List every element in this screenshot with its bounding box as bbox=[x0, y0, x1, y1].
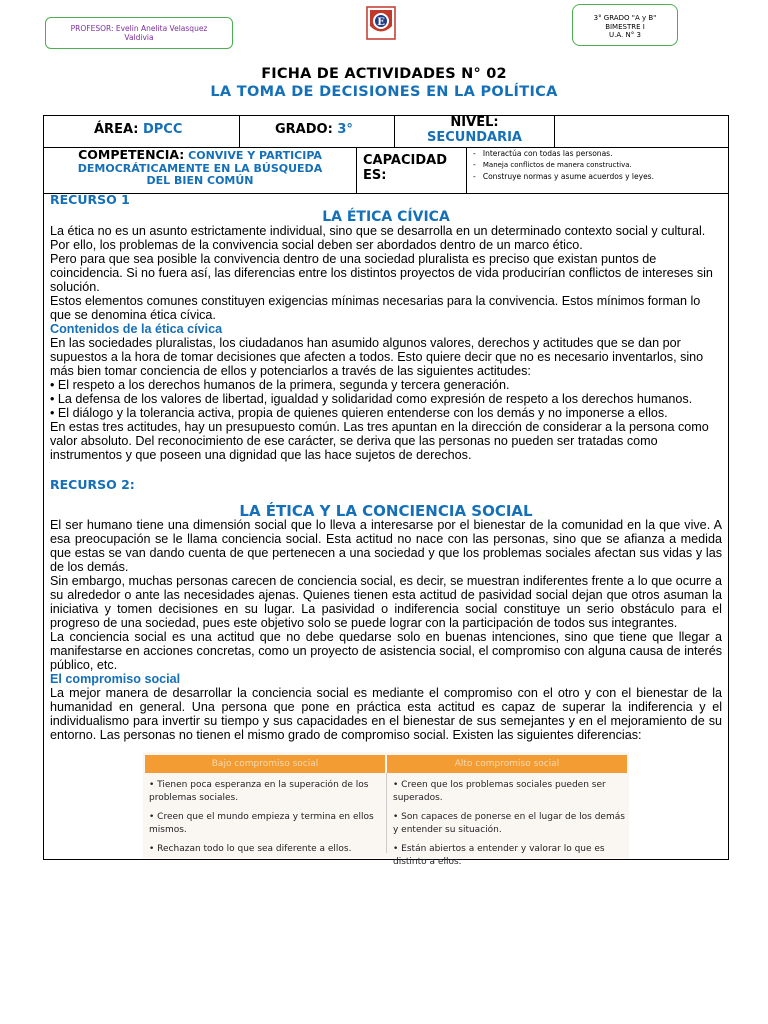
recurso2-paragraph: El ser humano tiene una dimensión social que lo lleva a interesarse por el bienestar de la comunidad en la que vive. A esa preocupación se le llama conciencia social. Esta actitud no nace con las personas, sino que se afianza a medida que estas se van dando cuenta de que pertenecen a una sociedad y que los problemas sociales afectan sus vidas y las de los demás. bbox=[50, 518, 722, 574]
grado-label: GRADO: bbox=[275, 122, 333, 137]
nivel-label: NIVEL: bbox=[450, 115, 499, 130]
recurso1-paragraph: Estos elementos comunes constituyen exigencias mínimas necesarias para la convivencia. Estos mínimos forman lo que se denomina ética cívica. bbox=[50, 294, 701, 322]
teacher-name-line2: Valdivia bbox=[124, 33, 154, 42]
high-commitment-header: Alto compromiso social bbox=[387, 755, 627, 773]
comparison-item: • Rechazan todo lo que sea diferente a ellos. bbox=[149, 844, 352, 854]
recurso1-label: RECURSO 1 bbox=[50, 192, 130, 207]
capacidades-label-2: ES: bbox=[363, 168, 387, 183]
capacidad-item: - Construye normas y asume acuerdos y leyes. bbox=[473, 172, 654, 181]
grado-cell bbox=[240, 116, 395, 147]
low-commitment-header: Bajo compromiso social bbox=[145, 755, 385, 773]
page-subtitle: LA TOMA DE DECISIONES EN LA POLÍTICA bbox=[210, 84, 558, 100]
recurso2-paragraph: La mejor manera de desarrollar la conciencia social es mediante el compromiso con el otro y con el bienestar de la humanidad en general. Una persona que pone en práctica esta actitud es capaz de superar la indiferencia y el individualismo para invertir su tiempo y sus capacidades en el bienestar de sus semejantes y en el mejoramiento de su entorno. Las personas no tienen el mismo grado de compromiso social. Existen las siguientes diferencias: bbox=[50, 686, 722, 742]
competencia-value-2: DEMOCRÁTICAMENTE EN LA BÚSQUEDA bbox=[77, 161, 323, 175]
unit-line: U.A. N° 3 bbox=[609, 31, 641, 39]
comparison-item: • Creen que el mundo empieza y termina en ellos mismos. bbox=[149, 812, 374, 835]
svg-text:E: E bbox=[377, 17, 385, 28]
school-crest-logo bbox=[366, 6, 396, 40]
comparison-item: • Están abiertos a entender y valorar lo que es distinto a ellos. bbox=[393, 844, 605, 867]
column-divider bbox=[386, 773, 387, 853]
recurso2-paragraph: La conciencia social es una actitud que no debe quedarse solo en buenas intenciones, sino que tiene que llegar a manifestarse en acciones concretas, como un proyecto de asistencia social, el compromiso con alguna causa de interés público, etc. bbox=[50, 630, 722, 672]
teacher-box bbox=[45, 17, 233, 49]
comparison-item: • Tienen poca esperanza en la superación de los problemas sociales. bbox=[149, 780, 369, 803]
capacidades-label-cell bbox=[357, 147, 467, 193]
grado-value: 3° bbox=[337, 122, 353, 137]
worksheet-content bbox=[50, 193, 722, 742]
competencia-row bbox=[44, 147, 728, 194]
competencia-value-3: DEL BIEN COMÚN bbox=[146, 174, 254, 187]
bimestre-line: BIMESTRE I bbox=[605, 22, 645, 31]
recurso2-paragraph: Sin embargo, muchas personas carecen de conciencia social, es decir, se muestran indiferentes frente a lo que ocurre a su alrededor o ante las necesidades ajenas. Quienes tienen esta actitud de pasividad social dejan que otros asuman la iniciativa y tomen decisiones en su lugar. La pasividad o indiferencia social constituye un serio obstáculo para el progreso de una sociedad, pues este objetivo solo se puede lograr con la participación de todos sus integrantes. bbox=[50, 574, 722, 630]
grade-line: 3° GRADO "A y B" bbox=[593, 14, 657, 22]
compromiso-comparison-table bbox=[143, 752, 629, 867]
nivel-value: SECUNDARIA bbox=[427, 130, 522, 145]
recurso2-title: LA ÉTICA Y LA CONCIENCIA SOCIAL bbox=[239, 502, 533, 520]
competencia-label: COMPETENCIA: bbox=[78, 147, 185, 162]
comparison-item: • Creen que los problemas sociales pueden ser superados. bbox=[393, 780, 606, 803]
area-value: DPCC bbox=[142, 122, 183, 137]
bullet-item: • La defensa de los valores de libertad, igualdad y solidaridad como expresión de respeto a los derechos humanos. bbox=[50, 392, 693, 406]
teacher-name-line1: PROFESOR: Evelin Anelita Velasquez bbox=[70, 24, 208, 33]
page-title: FICHA DE ACTIVIDADES N° 02 bbox=[261, 66, 507, 82]
high-commitment-list bbox=[393, 779, 625, 875]
recurso1-subtitle: Contenidos de la ética cívica bbox=[50, 322, 223, 336]
recurso2-label: RECURSO 2: bbox=[50, 477, 135, 492]
competencia-value-1: CONVIVE Y PARTICIPA bbox=[188, 149, 322, 162]
bullet-item: • El respeto a los derechos humanos de la primera, segunda y tercera generación. bbox=[50, 378, 510, 392]
comparison-item: • Son capaces de ponerse en el lugar de los demás y entender su situación. bbox=[393, 812, 625, 835]
recurso1-title: LA ÉTICA CÍVICA bbox=[322, 209, 450, 225]
recurso1-paragraph: En las sociedades pluralistas, los ciudadanos han asumido algunos valores, derechos y actitudes que se dan por supuestos a la hora de tomar decisiones que afecten a todos. Esto quiere decir que no es necesario inventarlos, sino más bien tomar conciencia de ellos y potenciarlos a través de las siguientes actitudes: bbox=[50, 336, 704, 378]
low-commitment-list bbox=[149, 779, 381, 862]
nivel-cell bbox=[395, 116, 555, 147]
recurso1-paragraph: Pero para que sea posible la convivencia dentro de una sociedad pluralista es preciso que existan puntos de coincidencia. Si no fuera así, las diferencias entre los distintos proyectos de vida producirían conflictos de intereses sin solución. bbox=[50, 252, 713, 294]
bullet-item: • El diálogo y la tolerancia activa, propia de quienes quieren entenderse con los demás y no imponerse a ellos. bbox=[50, 406, 668, 420]
info-row bbox=[44, 116, 728, 148]
capacidad-item: - Maneja conflictos de manera constructiva. bbox=[473, 160, 632, 169]
area-cell bbox=[44, 116, 240, 147]
recurso2-subtitle: El compromiso social bbox=[50, 672, 181, 686]
area-label: ÁREA: bbox=[94, 122, 139, 137]
competencia-cell bbox=[44, 147, 357, 193]
recurso1-paragraph: En estas tres actitudes, hay un presupuesto común. Las tres apuntan en la dirección de considerar a la persona como valor absoluto. Del reconocimiento de ese carácter, se deriva que las personas no pueden ser tratadas como instrumentos y que poseen una dignidad que las hace sujetos de derechos. bbox=[50, 420, 709, 462]
capacidades-label-1: CAPACIDAD bbox=[363, 153, 448, 168]
capacidades-list bbox=[467, 147, 727, 193]
recurso1-paragraph: La ética no es un asunto estrictamente individual, sino que se desarrolla en un determinado contexto social y cultural. Por ello, los problemas de la convivencia social deben ser abordados dentro de un marco ético. bbox=[50, 224, 706, 252]
capacidad-item: - Interactúa con todas las personas. bbox=[473, 149, 613, 158]
grade-box bbox=[572, 4, 678, 46]
